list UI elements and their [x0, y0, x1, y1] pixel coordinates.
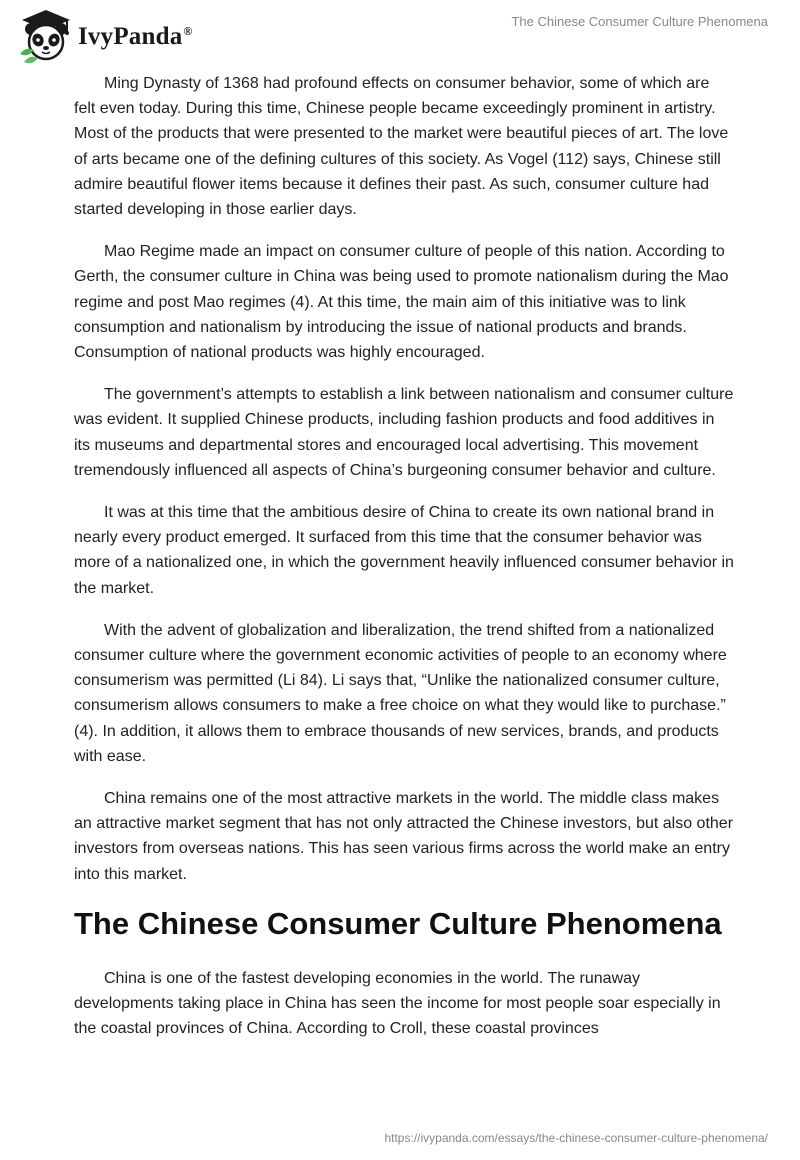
- section-heading: The Chinese Consumer Culture Phenomena: [74, 905, 722, 941]
- brand-logo[interactable]: [16, 6, 193, 66]
- paragraph: China remains one of the most attractive markets in the world. The middle class makes an attractive market segment that has not only attracted the Chinese investors, but also other investors from overseas nations. This has seen various firms across the world make an entry into this market.: [74, 790, 734, 883]
- page-header: [0, 0, 800, 70]
- paragraph: China is one of the fastest developing economies in the world. The runaway developments taking place in China has seen the income for most people soar especially in the coastal provinces of China. According to Croll, these coastal provinces: [74, 969, 721, 1038]
- paragraph: Mao Regime made an impact on consumer culture of people of this nation. According to Gerth, the consumer culture in China was being used to promote nationalism during the Mao regime and post Mao regimes (4). At this time, the main aim of this initiative was to link consumption and nationalism by introducing the issue of national products and brands. Consumption of national products was highly encouraged.: [74, 243, 729, 362]
- brand-name: IvyPanda®: [78, 23, 193, 50]
- article-body: [74, 71, 734, 1059]
- paragraph: It was at this time that the ambitious desire of China to create its own national brand in nearly every product emerged. It surfaced from this time that the consumer behavior was more of a nationalized one, in which the government heavily influenced consumer behavior in the market.: [74, 504, 734, 597]
- panda-logo-icon: [16, 6, 76, 66]
- paragraph: With the advent of globalization and liberalization, the trend shifted from a nationalized consumer culture where the government economic activities of people to an economy where consumerism was permitted (Li 84). Li says that, “Unlike the nationalized consumer culture, consumerism allows consumers to make a free choice on what they would like to purchase.” (4). In addition, it allows them to embrace thousands of new services, brands, and products with ease.: [74, 621, 727, 765]
- paragraph: The government’s attempts to establish a link between nationalism and consumer culture was evident. It supplied Chinese products, including fashion products and food additives in its museums and departmental stores and encouraged local advertising. This movement tremendously influenced all aspects of China’s burgeoning consumer behavior and culture.: [74, 386, 734, 479]
- paragraph: Ming Dynasty of 1368 had profound effects on consumer behavior, some of which are felt even today. During this time, Chinese people became exceedingly prominent in artistry. Most of the products that were presented to the market were beautiful pieces of art. The love of arts became one of the defining cultures of this society. As Vogel (112) says, Chinese still admire beautiful flower items because it defines their past. As such, consumer culture had started developing in those earlier days.: [74, 75, 729, 219]
- registered-mark: ®: [183, 23, 193, 38]
- document-title: The Chinese Consumer Culture Phenomena: [511, 14, 768, 29]
- source-url[interactable]: https://ivypanda.com/essays/the-chinese-consumer-culture-phenomena/: [384, 1131, 768, 1145]
